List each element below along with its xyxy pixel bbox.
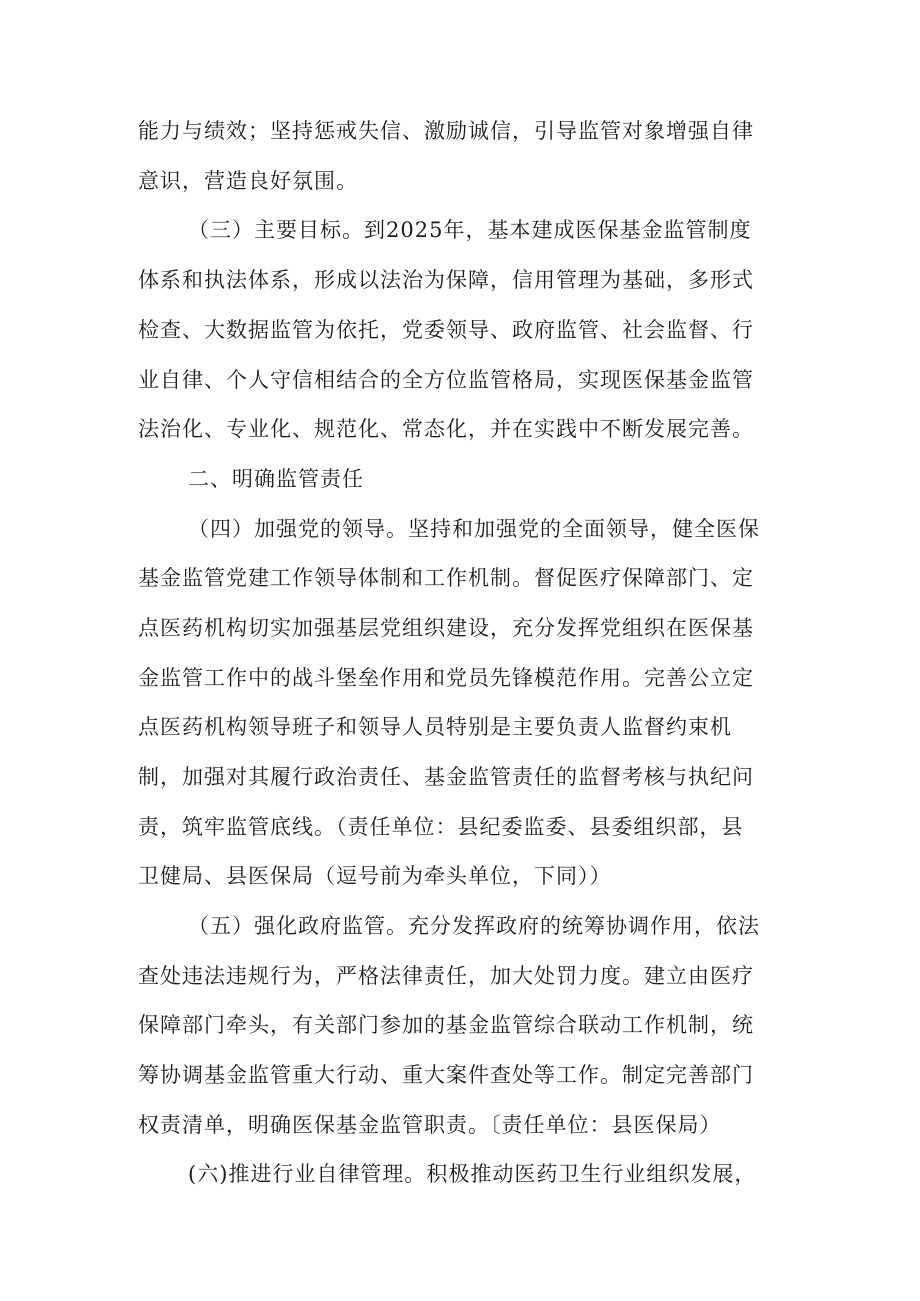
text-line: 制，加强对其履行政治责任、基金监管责任的监督考核与执纪问 — [138, 765, 754, 789]
text-line: 点医药机构领导班子和领导人员特别是主要负责人监督约束机 — [138, 715, 732, 739]
text-line: 责，筑牢监管底线。（责任单位：县纪委监委、县委组织部，县 — [138, 815, 744, 839]
section-heading-5: （五）强化政府监管。充分发挥政府的统筹协调作用，依法 — [188, 914, 760, 938]
text-line: 能力与绩效；坚持惩戒失信、激励诚信，引导监管对象增强自律 — [138, 119, 754, 143]
text-line: 金监管工作中的战斗堡垒作用和党员先锋模范作用。完善公立定 — [138, 666, 754, 690]
text-line: 检查、大数据监管为依托，党委领导、政府监管、社会监督、行 — [138, 318, 754, 342]
section-heading-3: （三）主要目标。到2025年，基本建成医保基金监管制度 — [188, 218, 752, 242]
text-line: 基金监管党建工作领导体制和工作机制。督促医疗保障部门、定 — [138, 566, 754, 590]
text-line: 业自律、个人守信相结合的全方位监管格局，实现医保基金监管 — [138, 368, 754, 392]
text-line: 法治化、专业化、规范化、常态化，并在实践中不断发展完善。 — [138, 417, 754, 441]
text-line: 筹协调基金监管重大行动、重大案件查处等工作。制定完善部门 — [138, 1063, 754, 1087]
section-heading-4: （四）加强党的领导。坚持和加强党的全面领导，健全医保 — [188, 517, 760, 541]
text-line: 权责清单，明确医保基金监管职责。〔责任单位：县医保局） — [138, 1113, 722, 1137]
text-line: 意识，营造良好氛围。 — [138, 169, 358, 193]
text-line: 点医药机构切实加强基层党组织建设，充分发挥党组织在医保基 — [138, 616, 754, 640]
text-line: 查处违法违规行为，严格法律责任，加大处罚力度。建立由医疗 — [138, 964, 754, 988]
text-line: 体系和执法体系，形成以法治为保障，信用管理为基础，多形式 — [138, 268, 754, 292]
text-line: 卫健局、县医保局（逗号前为牵头单位，下同）） — [138, 864, 612, 888]
section-heading-6: (六)推进行业自律管理。积极推动医药卫生行业组织发展， — [188, 1162, 757, 1186]
text-line: 保障部门牵头，有关部门参加的基金监管综合联动工作机制，统 — [138, 1013, 754, 1037]
section-title: 二、明确监管责任 — [188, 467, 364, 491]
